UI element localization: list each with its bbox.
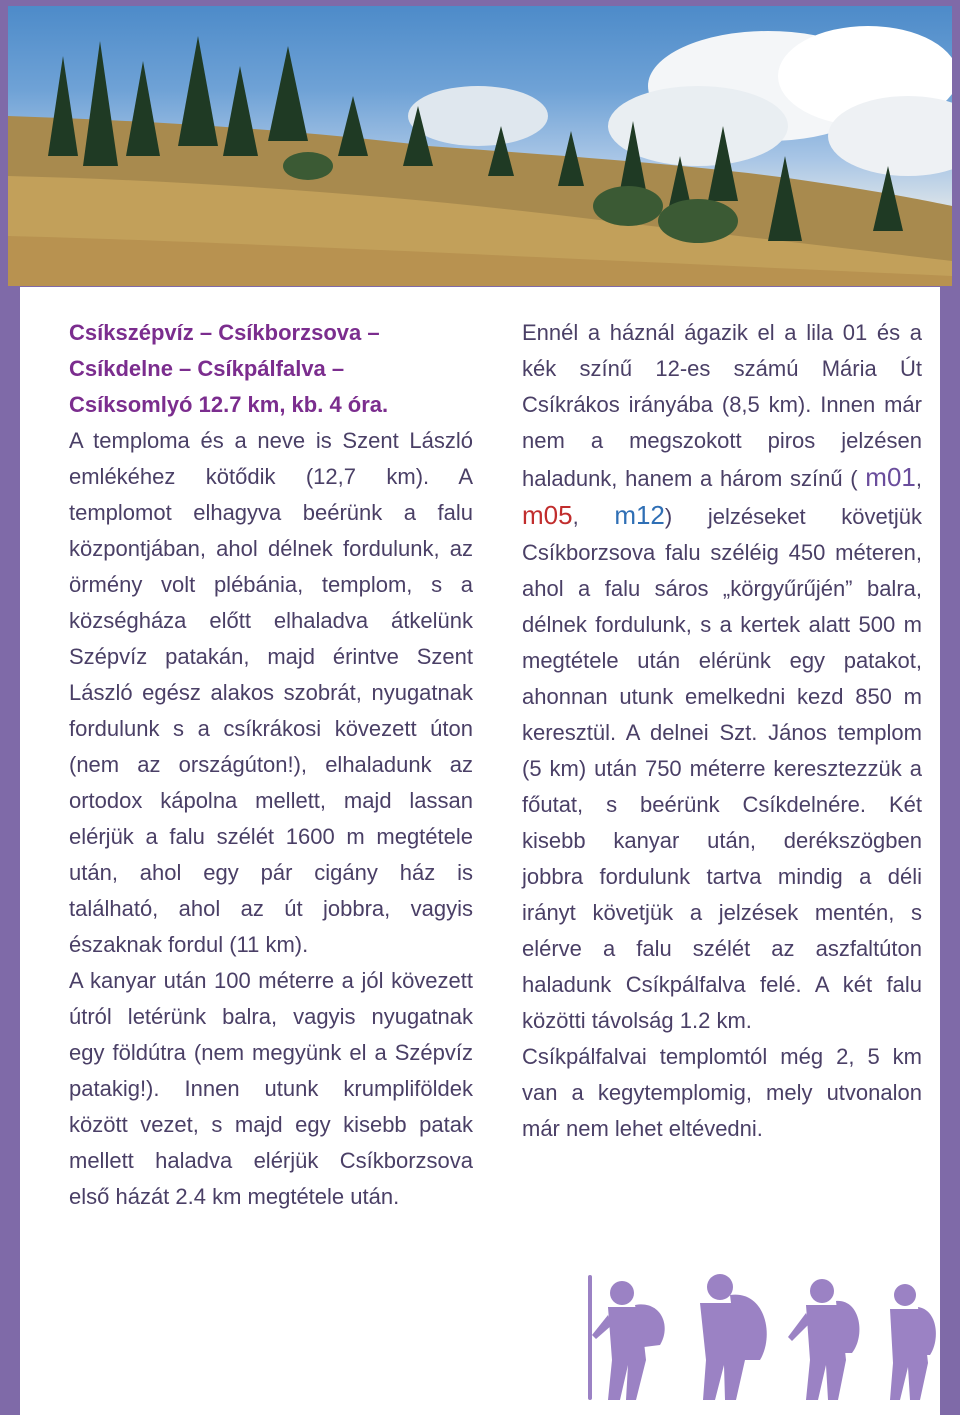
paragraph: Ennél a háznál ágazik el a lila 01 és a kék színű 12-es számú Mária Út Csíkrákos irányába (8,5 km). Innen már nem a megszokott piros jelzésen haladunk, hanem a három színű ( m01, m05, m12) jelzéseket követjük Csíkborzsova falu széléig 450 méteren, ahol a falu sáros „körgyűrűjén” balra, délnek fordulunk, s a kertek alatt 500 m megtétele után elérünk egy patakot, ahonnan utunk emelkedni kezd 850 m keresztül. A delnei Szt. János templom (5 km) után 750 méterre keresztezzük a főutat, s beérünk Csíkdelnére. Két kisebb kanyar után, derékszögben jobbra fordulunk tartva mindig a déli irányt követjük a jelzések mentén, s elérve a falu szélét az aszfaltúton haladunk Csíkpálfalva felé. A két falu közötti távolság 1.2 km. [522, 320, 922, 1033]
content-panel [20, 287, 940, 1415]
paragraph: A kanyar után 100 méterre a jól kövezett útról letérünk balra, vagyis nyugatnak egy földútra (nem megyünk el a Szépvíz patakig!). Innen utunk krumpliföldek között vezet, s majd egy kisebb patak mellett haladva elérjük Csíkborzsova első házát 2.4 km megtétele után. [69, 968, 473, 1209]
left-column [69, 315, 473, 1215]
marker-m01: m01 [865, 462, 916, 492]
route-heading: Csíkszépvíz – Csíkborzsova – Csíkdelne – Csíkpálfalva – Csíksomlyó 12.7 km, kb. 4 óra. [69, 320, 389, 417]
paragraph: A temploma és a neve is Szent László emlékéhez kötődik (12,7 km). A templomot elhagyva beérünk a falu központjában, ahol délnek fordulunk, az örmény volt plébánia, templom, s a községháza előtt elhaladva átkelünk Szépvíz patakán, majd érintve Szent László egész alakos szobrát, nyugatnak fordulunk s a csíkrákosi kövezett úton (nem az országúton!), elhaladunk az ortodox kápolna mellett, majd lassan elérjük a falu szélét 1600 m megtétele után, ahol egy pár cigány ház is található, ahol az út jobbra, vagyis északnak fordul (11 km). [69, 428, 473, 957]
marker-m12: m12 [614, 500, 665, 530]
paragraph-intro: Ennél a háznál ágazik el a lila 01 és a kék színű 12-es számú Mária Út Csíkrákos irányába (8,5 km). Innen már nem a megszokott piros jelzésen haladunk, hanem a három színű ( [522, 320, 922, 491]
hikers-silhouette-icon [560, 1265, 940, 1405]
closing-paragraph: Csíkpálfalvai templomtól még 2, 5 km van a kegytemplomig, mely utvonalon már nem lehet eltévedni. [522, 1044, 922, 1141]
marker-m05: m05 [522, 500, 573, 530]
paragraph-continuation: ) jelzéseket követjük Csíkborzsova falu széléig 450 méteren, ahol a falu sáros „körgyűrűjén” balra, délnek fordulunk, s a kertek alatt 500 m megtétele után elérünk egy patakot, ahonnan utunk emelkedni kezd 850 m keresztül. A delnei Szt. János templom (5 km) után 750 méterre keresztezzük a főutat, s beérünk Csíkdelnére. Két kisebb kanyar után, derékszögben jobbra fordulunk tartva mindig a déli irányt követjük a jelzések mentén, s elérve a falu szélét az aszfaltúton haladunk Csíkpálfalva felé. A két falu közötti távolság 1.2 km. [522, 504, 922, 1033]
right-column [522, 315, 922, 1147]
landscape-illustration [8, 6, 952, 286]
landscape-photo [8, 6, 952, 286]
